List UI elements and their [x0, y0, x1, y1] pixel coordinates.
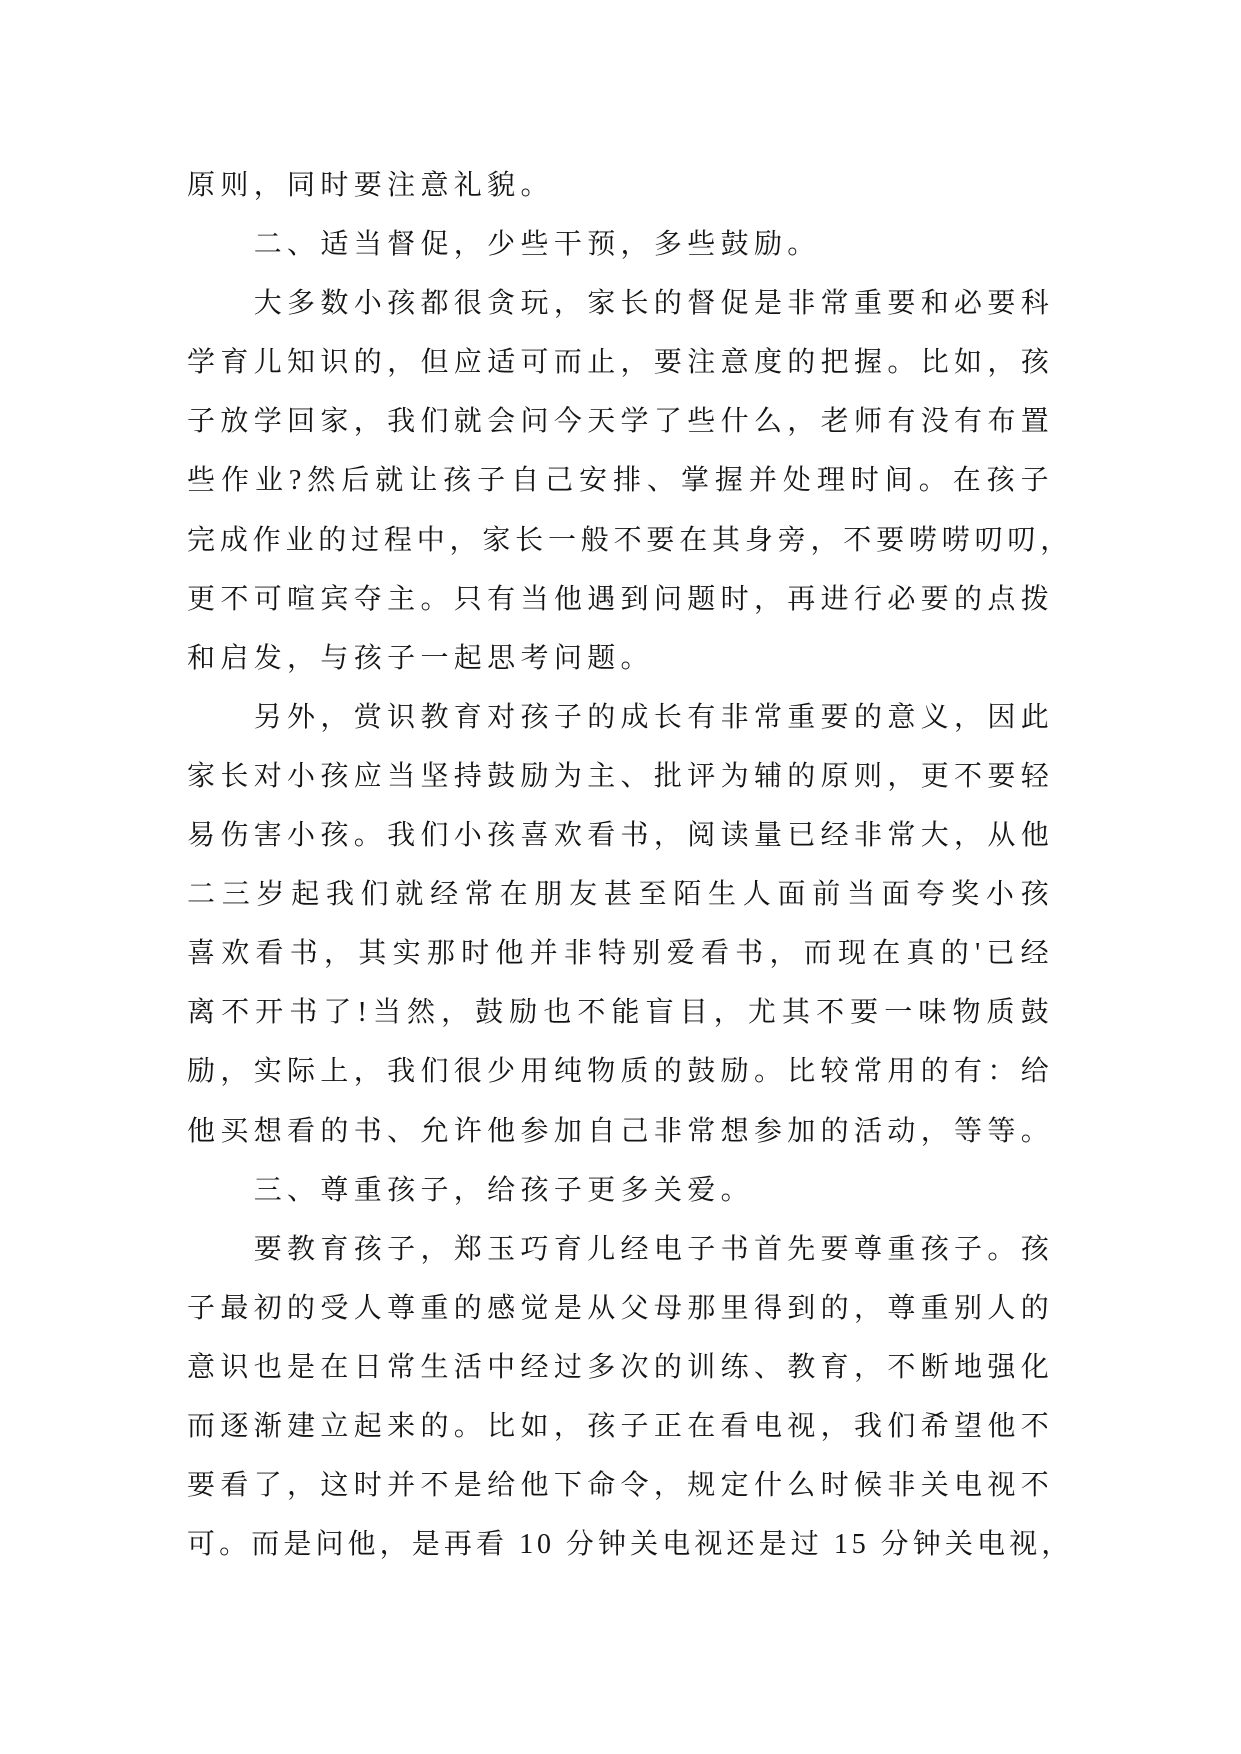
paragraph	[187, 688, 1054, 1161]
text-line: 励，实际上，我们很少用纯物质的鼓励。比较常用的有：给	[187, 1056, 1055, 1088]
text-line: 离不开书了!当然，鼓励也不能盲目，尤其不要一味物质鼓	[187, 997, 1054, 1029]
text-line: 二三岁起我们就经常在朋友甚至陌生人面前当面夸奖小孩	[187, 879, 1054, 911]
paragraph	[187, 274, 1073, 688]
section-heading	[187, 215, 1054, 274]
text-line: 意识也是在日常生活中经过多次的训练、教育，不断地强化	[187, 1351, 1055, 1383]
text-line: 些作业?然后就让孩子自己安排、掌握并处理时间。在孩子	[187, 465, 1054, 497]
heading-line: 三、尊重孩子，给孩子更多关爱。	[253, 1174, 754, 1206]
text-line: 而逐渐建立起来的。比如，孩子正在看电视，我们希望他不	[187, 1410, 1055, 1442]
text-line: 学育儿知识的，但应适可而止，要注意度的把握。比如，孩	[187, 347, 1055, 379]
text-line: 子最初的受人尊重的感觉是从父母那里得到的，尊重别人的	[187, 1292, 1055, 1324]
text-line: 完成作业的过程中，家长一般不要在其身旁，不要唠唠叨叨，	[187, 524, 1073, 556]
paragraph	[187, 156, 1054, 215]
text-line: 和启发，与孩子一起思考问题。	[187, 642, 654, 674]
text-line: 更不可喧宾夺主。只有当他遇到问题时，再进行必要的点拨	[187, 583, 1055, 615]
paragraph	[187, 1220, 1073, 1575]
text-line: 原则，同时要注意礼貌。	[187, 170, 554, 201]
text-line: 他买想看的书、允许他参加自己非常想参加的活动，等等。	[187, 1115, 1055, 1147]
heading-line: 二、适当督促，少些干预，多些鼓励。	[253, 229, 821, 261]
text-line: 子放学回家，我们就会问今天学了些什么，老师有没有布置	[187, 406, 1055, 438]
text-line: 大多数小孩都很贪玩，家长的督促是非常重要和必要科	[253, 288, 1055, 320]
text-line: 要看了，这时并不是给他下命令，规定什么时候非关电视不	[187, 1470, 1055, 1502]
text-line: 要教育孩子，郑玉巧育儿经电子书首先要尊重孩子。孩	[253, 1233, 1055, 1265]
text-line: 可。而是问他，是再看 10 分钟关电视还是过 15 分钟关电视，	[187, 1529, 1073, 1561]
text-line: 易伤害小孩。我们小孩喜欢看书，阅读量已经非常大，从他	[187, 820, 1055, 852]
document-body	[187, 156, 1073, 1574]
text-line: 喜欢看书，其实那时他并非特别爱看书，而现在真的'已经	[187, 938, 1054, 970]
text-line: 另外，赏识教育对孩子的成长有非常重要的意义，因此	[253, 701, 1055, 733]
text-line: 家长对小孩应当坚持鼓励为主、批评为辅的原则，更不要轻	[187, 760, 1055, 792]
section-heading	[187, 1161, 1054, 1220]
